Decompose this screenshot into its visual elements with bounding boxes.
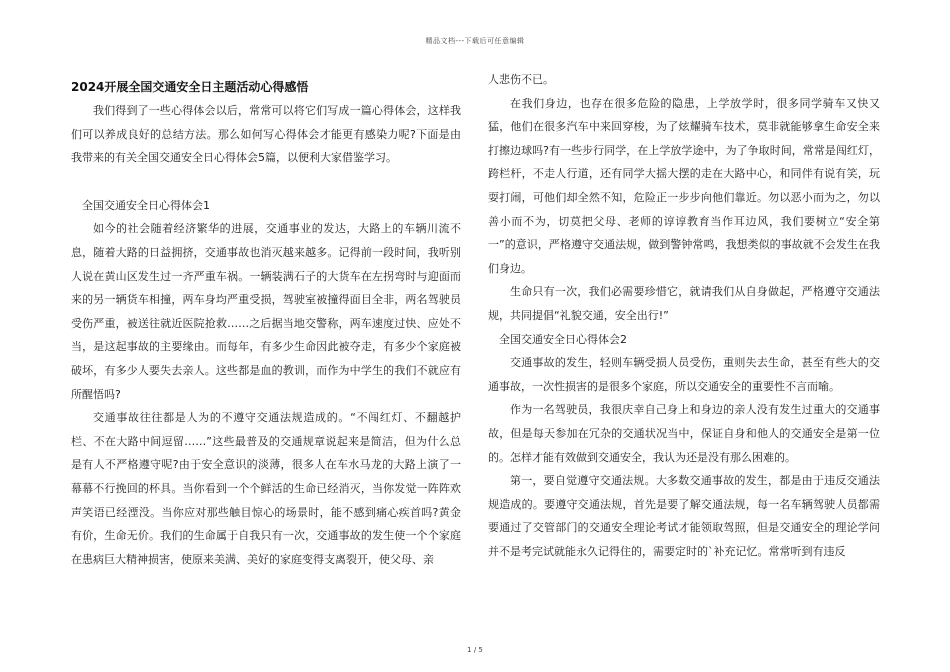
page-number: 1 / 5 (467, 646, 483, 654)
continued-paragraph: 人悲伤不已。 (488, 73, 554, 86)
section-heading-2: 全国交通安全日心得体会2 (499, 332, 627, 346)
left-column (71, 68, 461, 571)
section1-paragraph-2: 交通事故往往都是人为的不遵守交通法规造成的。“不闯红灯、不翻越护栏、不在大路中间逗留……”这些最普及的交通规章说起来是简洁，但为什么总是有人不严格遵守呢?由于安全意识的淡薄，很多人在车水马龙的大路上演了一幕幕不行挽回的杯具。当你看到一个个鲜活的生命已经消灭，当你发觉一阵阵欢声笑语已经湮没。当你应对那些触目惊心的场景时，能不感到痛心疾首吗?黄金有价，生命无价。我们的生命属于自我只有一次，交通事故的发生使一个个家庭在患病巨大精神损害，使原来美满、美好的家庭变得支离裂开，使父母、亲 (71, 411, 461, 566)
right-column (488, 68, 880, 563)
intro-paragraph: 我们得到了一些心得体会以后，常常可以将它们写成一篇心得体会，这样我们可以养成良好的总结方法。那么如何写心得体会才能更有感染力呢?下面是由我带来的有关全国交通安全日心得体会5篇，以便利大家借鉴学习。 (71, 104, 461, 165)
document-title: 2024开展全国交通安全日主题活动心得感悟 (71, 80, 309, 94)
page-header: 精品文档---下载后可任意编辑 (425, 37, 525, 45)
section2-paragraph-3: 第一，要自觉遵守交通法规。大多数交通事故的发生，都是由于违反交通法规造成的。要遵守交通法规，首先是要了解交通法规，每一名车辆驾驶人员都需要通过了交管部门的交通安全理论考试才能领取驾照，但是交通安全的理论学问并不是考完试就能永久记得住的，需要定时的`补充记忆。常常听到有违反 (488, 474, 880, 558)
right-paragraph-1: 在我们身边，也存在很多危险的隐患，上学放学时，很多同学骑车又快又猛，他们在很多汽车中来回穿梭，为了炫耀骑车技术，莫非就能够拿生命安全来打擦边球吗?有一些步行同学，在上学放学途中，为了争取时间，常常是闯红灯，跨栏杆，不走人行道，还有同学大摇大摆的走在大路中心，和同伴有说有笑，玩耍打闹，可他们却全然不知，危险正一步步向他们靠近。勿以恶小而为之，勿以善小而不为，切莫把父母、老师的谆谆教育当作耳边风，我们要树立“安全第一”的意识，严格遵守交通法规，做到警钟常鸣，我想类似的事故就不会发生在我们身边。 (488, 96, 880, 275)
section2-paragraph-2: 作为一名驾驶员，我很庆幸自己身上和身边的亲人没有发生过重大的交通事故，但是每天参加在冗杂的交通状况当中，保证自身和他人的交通安全是第一位的。怎样才能有效做到交通安全，我认为还是没有那么困难的。 (488, 403, 880, 464)
section2-paragraph-1: 交通事故的发生，轻则车辆受损人员受伤，重则失去生命，甚至有些大的交通事故，一次性损害的是很多个家庭，所以交通安全的重要性不言而喻。 (488, 356, 880, 393)
section-heading-1: 全国交通安全日心得体会1 (82, 198, 210, 212)
section1-paragraph-1: 如今的社会随着经济繁华的进展，交通事业的发达，大路上的车辆川流不息，随着大路的日益拥挤，交通事故也消灭越来越多。记得前一段时间，我听别人说在黄山区发生过一齐严重车祸。一辆装满石子的大货车在左拐弯时与迎面而来的另一辆货车相撞，两车身均严重受损，驾驶室被撞得面目全非，两名驾驶员受伤严重，被送往就近医院抢救……之后据当地交警称，两车速度过快、应处不当，是这起事故的主要缘由。而每年，有多少生命因此被夺走，有多少个家庭被破坏，有多少人要失去亲人。这些都是血的教训，而作为中学生的我们不就应有所醒悟吗? (71, 222, 461, 401)
right-paragraph-2: 生命只有一次，我们必需要珍惜它，就请我们从自身做起，严格遵守交通法规，共同提倡“礼貌交通，安全出行!” (488, 285, 880, 322)
paragraph-gap (71, 170, 461, 194)
